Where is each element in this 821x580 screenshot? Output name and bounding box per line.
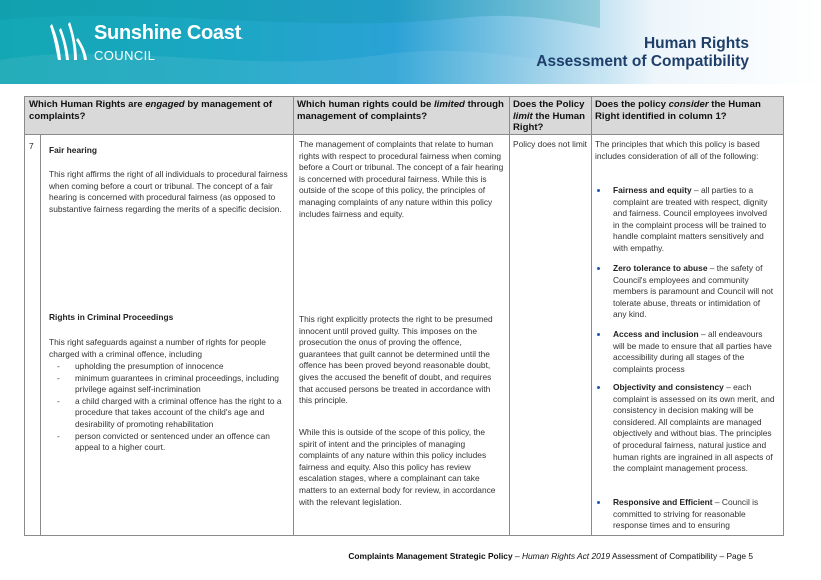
- logo-council: COUNCIL: [94, 47, 156, 63]
- principle-item: [595, 329, 775, 375]
- list-item-text: person convicted or sentenced under an offence can appeal to a higher court.: [75, 430, 270, 453]
- fair-hearing-heading: Fair hearing: [49, 145, 97, 155]
- fair-hearing-limitation: The management of complaints that relate to human rights with respect to procedural fairness when coming before a Court or tribunal. The concept of a fair hearing is concerned with procedural fairness. While this is outside of the scope of this policy, the principles of managing complaints of any nature within this policy includes fairness and equity.: [299, 139, 504, 219]
- dash-marker: -: [57, 361, 60, 371]
- header-col2-text-end: through management of complaints?: [297, 99, 504, 122]
- compatibility-table: [24, 96, 784, 536]
- principles-intro: The principles that which this policy is based includes consideration of all of the following:: [595, 139, 760, 161]
- column-divider: [40, 135, 41, 535]
- page-footer: [0, 551, 753, 561]
- bullet-icon: [597, 501, 600, 504]
- column-divider: [509, 97, 510, 535]
- principle-text: – all parties to a complaint are treated with respect, dignity and fairness. Council employees involved in the complaint process will be trained to handle complaint matters sensitively and with empathy.: [613, 185, 768, 253]
- header-col3-emphasis: limit: [513, 110, 533, 122]
- sunshine-coast-logo-icon: [46, 20, 92, 64]
- header-col2-text: Which human rights could be: [297, 99, 434, 110]
- header-col4-emphasis: consider: [668, 99, 709, 110]
- list-item: [49, 373, 285, 396]
- principle-title: Fairness and equity: [613, 185, 692, 195]
- principle-item: [595, 497, 775, 532]
- list-item: [49, 361, 285, 373]
- bullet-icon: [597, 189, 600, 192]
- bullet-icon: [597, 386, 600, 389]
- header-col1-text: Which Human Rights are: [29, 99, 146, 110]
- row-number: 7: [29, 141, 34, 151]
- criminal-proceedings-description: This right safeguards against a number of rights for people charged with a criminal offence, including: [49, 337, 266, 359]
- header-engaged-rights: [25, 97, 293, 134]
- criminal-rights-list: [49, 361, 285, 454]
- header-col3-text: Does the Policy: [513, 99, 585, 110]
- logo-name: Sunshine Coast: [94, 21, 241, 44]
- logo-trademark: .: [240, 33, 243, 41]
- header-policy-consider: [591, 97, 783, 134]
- principle-title: Zero tolerance to abuse: [613, 263, 708, 273]
- bullet-icon: [597, 267, 600, 270]
- criminal-proceedings-limitation: This right explicitly protects the right to be presumed innocent until proved guilty. This imposes on the prosecution the onus of proving the offence, guarantees that guilt cannot be determined until the offence has been proved beyond reasonable doubt, gives the accused the benefit of doubt, and requires that accused persons be treated in accordance with this principle.: [299, 314, 493, 406]
- scope-note: While this is outside of the scope of this policy, the spirit of intent and the principles of managing complaints of any nature within this policy includes fairness and equity. Also this policy has review escalation stages, where a complainant can take matters to an external body for review, in accordance with the relevant legislation.: [299, 427, 496, 507]
- list-item-text: a child charged with a criminal offence has the right to a procedure that takes account of the child's age and desirability of promoting rehabilitation: [75, 395, 282, 429]
- principle-text: – Council is committed to striving for reasonable response times and to ensuring: [613, 497, 759, 531]
- header-col2-emphasis: limited: [433, 99, 465, 110]
- principle-text: – each complaint is assessed on its own merit, and consistency in decision making will be considered. All complaints are managed objectively and without bias. The principles of procedural fairness, natural justice and human rights are ingrained in all aspects of the complaint management process.: [613, 382, 775, 474]
- principle-item: [595, 185, 775, 255]
- dash-marker: -: [57, 395, 60, 406]
- list-item: [49, 431, 285, 454]
- header-banner: [0, 0, 821, 84]
- principle-item: [595, 382, 775, 475]
- policy-limit-answer: Policy does not limit: [513, 139, 588, 149]
- header-col1-emphasis: engaged: [145, 99, 185, 110]
- footer-act-name: Human Rights Act 2019: [521, 551, 611, 561]
- column-divider: [591, 97, 592, 535]
- table-header-row: [25, 97, 783, 135]
- document-heading: [536, 35, 749, 71]
- list-item: [49, 396, 285, 431]
- heading-line-2: Assessment of Compatibility: [536, 53, 749, 70]
- footer-policy-name: Complaints Management Strategic Policy: [348, 551, 513, 561]
- header-col4-text-end: the Human Right identified in column 1?: [595, 99, 761, 122]
- list-item-text: minimum guarantees in criminal proceedings, including privilege against self-incrimination: [75, 372, 279, 395]
- header-policy-limit: [509, 97, 591, 134]
- principle-title: Objectivity and consistency: [613, 382, 724, 392]
- bullet-icon: [597, 333, 600, 336]
- principle-title: Access and inclusion: [613, 329, 699, 339]
- criminal-proceedings-heading: Rights in Criminal Proceedings: [49, 312, 174, 322]
- dash-marker: -: [57, 430, 60, 441]
- principle-title: Responsive and Efficient: [613, 497, 713, 507]
- dash-marker: -: [57, 372, 60, 383]
- header-col3-text-end: the Human Right?: [513, 110, 585, 133]
- footer-separator: –: [512, 551, 522, 561]
- header-col4-text: Does the policy: [595, 99, 669, 110]
- list-item-text: upholding the presumption of innocence: [75, 361, 224, 371]
- header-col1-text-end: by management of complaints?: [29, 99, 273, 122]
- footer-page-info: Assessment of Compatibility – Page 5: [610, 551, 753, 561]
- fair-hearing-title: [49, 145, 287, 157]
- council-logo: [46, 20, 243, 64]
- principle-text: – the safety of Council's employees and community members is paramount and Council will not tolerate abuse, threats or intimidation of any kind.: [613, 263, 774, 320]
- criminal-proceedings-title: [49, 312, 287, 324]
- heading-line-1: Human Rights: [643, 35, 749, 52]
- principle-item: [595, 263, 775, 321]
- header-limited-rights: [293, 97, 509, 134]
- fair-hearing-description: This right affirms the right of all individuals to procedural fairness when coming before a court or tribunal. The concept of a fair hearing is concerned with procedural fairness (as opposed to substantive fairness regarding the merits of a specific decision.: [49, 169, 288, 214]
- column-divider: [293, 97, 294, 535]
- principle-text: – all endeavours will be made to ensure that all parties have accessibility during all stages of the complaints process: [613, 329, 772, 374]
